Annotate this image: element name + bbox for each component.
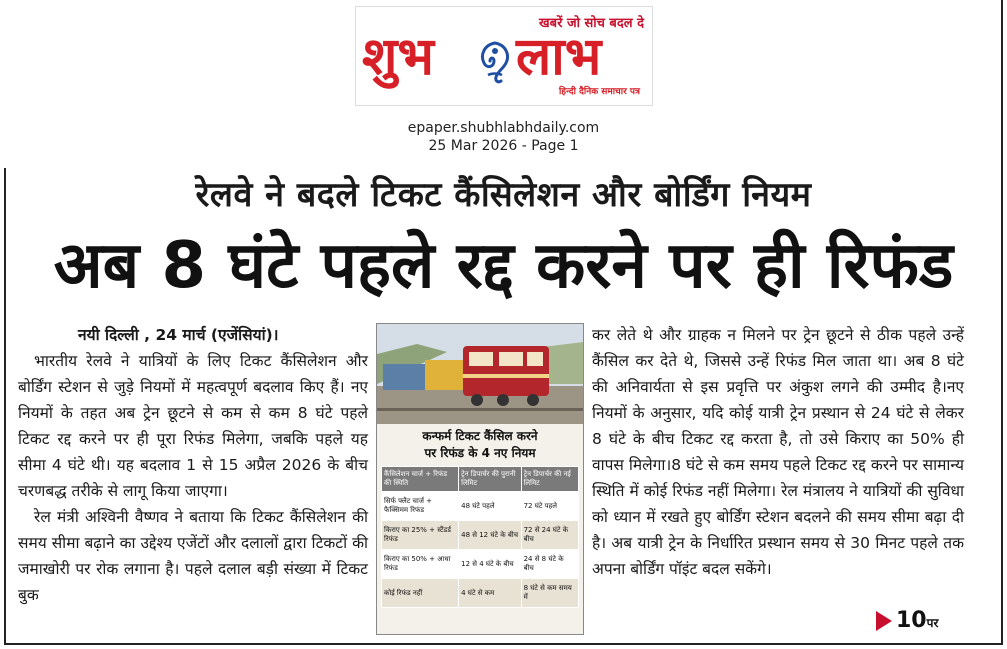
play-arrow-icon <box>876 611 892 631</box>
continued-on-page <box>876 608 938 633</box>
logo-word-shubh: शुभ <box>362 26 434 87</box>
table-cell: 4 घंटे से कम <box>459 579 521 608</box>
ganesh-logo-icon <box>474 37 516 85</box>
page-border-right <box>1001 0 1003 644</box>
table-cell: 72 से 24 घंटे के बीच <box>521 521 578 550</box>
article-paragraph: रेल मंत्री अश्विनी वैष्णव ने बताया कि टिकट कैंसिलेशन की समय सीमा बढ़ाने का उद्देश्य एजेंटों और दलालों द्वारा टिकटों की जमाखोरी पर रोक लगाना है। पहले दलाल बड़ी संख्या में टिकट बुक <box>18 508 368 604</box>
table-header-row <box>382 467 579 492</box>
article-kicker: रेलवे ने बदले टिकट कैंसिलेशन और बोर्डिंग नियम <box>195 175 812 215</box>
table-header-cell: ट्रेन डिपार्चर की पुरानी लिमिट <box>459 467 521 492</box>
table-cell: 24 से 8 घंटे के बीच <box>521 550 578 579</box>
masthead-tagline: खबरें जो सोच बदल दे <box>539 16 644 31</box>
refund-rules-table <box>381 466 579 608</box>
article-dateline: नयी दिल्ली , 24 मार्च (एजेंसियां)। <box>78 326 279 344</box>
article-column-left <box>18 322 368 608</box>
continued-page-number: 10 <box>896 608 927 633</box>
table-cell: किराए का 25% + स्टैंडर्ड रिफंड <box>382 521 459 550</box>
article-headline: अब 8 घंटे पहले रद्द करने पर ही रिफंड <box>53 229 954 303</box>
table-cell: कोई रिफंड नहीं <box>382 579 459 608</box>
train-locomotive-image <box>377 324 583 424</box>
infographic-title-line: कन्फर्म टिकट कैंसिल करने <box>422 429 538 443</box>
article-paragraph: कर लेते थे और ग्राहक न मिलने पर ट्रेन छूटने से ठीक पहले उन्हें कैंसिल कर देते थे, जिससे उन्हें रिफंड मिल जाता था। अब 8 घंटे की अनिवार्यता से इस प्रवृत्ति पर अंकुश लगने की उम्मीद है।नए नियमों के अनुसार, यदि कोई यात्री ट्रेन प्रस्थान से 24 घंटे से लेकर 8 घंटे के बीच टिकट रद्द करता है, तो उसे किराए का 50% ही वापस मिलेगा।8 घंटे से कम समय पहले टिकट रद्द करने पर सामान्य स्थिति में कोई रिफंड नहीं मिलेगा। रेल मंत्रालय ने यात्रियों की सुविधा को ध्यान में रखते हुए बोर्डिंग स्टेशन बदलने की समय सीमा बढ़ा दी है। अब यात्री ट्रेन के निर्धारित प्रस्थान समय से 30 मिनट पहले तक अपना बोर्डिंग पॉइंट बदल सकेंगे। <box>592 326 964 578</box>
infographic-title-line: पर रिफंड के 4 नए नियम <box>424 446 536 460</box>
table-cell: 48 घंटे पहले <box>459 492 521 521</box>
table-header-cell: ट्रेन डिपार्चर की नई लिमिट <box>521 467 578 492</box>
table-cell: 8 घंटे से कम समय में <box>521 579 578 608</box>
page-border-bottom <box>4 643 1003 645</box>
table-cell: 48 से 12 घंटे के बीच <box>459 521 521 550</box>
logo-word-labh: लाभ <box>516 26 602 87</box>
refund-rules-infographic <box>376 323 584 635</box>
table-cell: 72 घंटे पहले <box>521 492 578 521</box>
table-row <box>382 579 579 608</box>
table-cell: 12 से 4 घंटे के बीच <box>459 550 521 579</box>
site-url: epaper.shubhlabhdaily.com <box>407 120 600 136</box>
table-row <box>382 550 579 579</box>
masthead-subtag: हिन्दी दैनिक समाचार पत्र <box>558 87 640 97</box>
newspaper-masthead <box>355 6 653 106</box>
table-cell: किराए का 50% + आधा रिफंड <box>382 550 459 579</box>
continued-suffix: पर <box>926 616 939 630</box>
infographic-title <box>377 428 583 462</box>
table-row <box>382 492 579 521</box>
table-header-cell: कैंसिलेशन चार्ज + रिफंड की स्थिति <box>382 467 459 492</box>
edition-date-page: 25 Mar 2026 - Page 1 <box>428 138 579 154</box>
table-row <box>382 521 579 550</box>
article-paragraph: भारतीय रेलवे ने यात्रियों के लिए टिकट कैंसिलेशन और बोर्डिंग स्टेशन से जुड़े नियमों में महत्वपूर्ण बदलाव किए हैं। नए नियमों के तहत अब ट्रेन छूटने से कम से कम 8 घंटे पहले टिकट रद्द करने पर ही पूरा रिफंड मिलेगा, जबकि पहले यह सीमा 4 घंटे थी। यह बदलाव 1 से 15 अप्रैल 2026 के बीच चरणबद्ध तरीके से लागू किया जाएगा। <box>18 352 368 500</box>
article-column-right <box>592 322 964 582</box>
table-cell: सिर्फ फ्लैट चार्ज + फैक्सिमम रिफंड <box>382 492 459 521</box>
